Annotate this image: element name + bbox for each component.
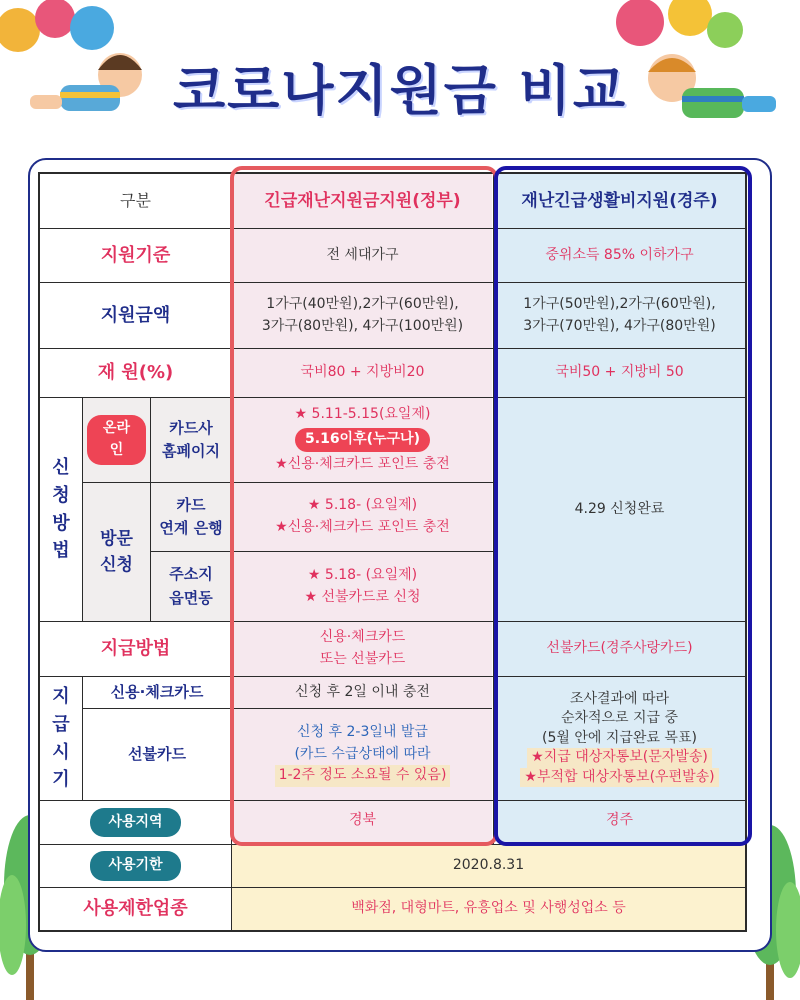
office-gov-line2: ★ 선불카드로 신청 [304,588,421,605]
timing-prepaid-gov-line2: (카드 수급상태에 따라 [294,745,431,762]
timing-gj-line1: 조사결과에 따라 [569,690,670,707]
amount-gj [494,283,745,348]
payment-label: 지급방법 [100,638,171,660]
criteria-label: 지원기준 [100,244,171,266]
online-gov [232,398,493,482]
bank-sub-line1: 카드 [176,495,206,514]
visit-label-line2: 신청 [100,555,133,575]
payment-gj: 선불카드(경주사랑카드) [546,640,693,657]
bank-gov-line1: ★ 5.18- (요일제) [307,497,418,514]
office-gov-line1: ★ 5.18- (요일제) [307,566,418,583]
restricted-value: 백화점, 대형마트, 유흥업소 및 사행성업소 등 [351,900,626,917]
online-sub-line1: 카드사 [169,418,213,437]
timing-gj-line4: ★지급 대상자통보(문자발송) [527,748,712,768]
amount-gj-line1: 1가구(50만원),2가구(60만원), [523,295,716,312]
office-sub-line1: 주소지 [169,565,213,584]
bank-gov [232,483,493,551]
region-gov: 경북 [348,812,377,829]
header-category: 구분 [120,190,151,210]
payment-gov-line1: 신용·체크카드 [319,629,406,646]
timing-label [40,677,82,800]
bank-sub [151,483,231,551]
office-sub-line2: 읍면동 [169,588,213,607]
table-border-bottom [38,930,746,932]
bank-gov-line2: ★신용·체크카드 포인트 충전 [275,519,450,535]
region-label-cell [40,801,231,844]
bank-sub-line2: 연계 은행 [159,519,223,537]
online-gov-line3: ★신용·체크카드 포인트 충전 [275,455,450,472]
timing-prepaid-gov-line3: 1-2주 정도 소요될 수 있음) [275,765,451,787]
criteria-gov: 전 세대가구 [326,246,399,263]
funding-gj: 국비50 + 지방비 50 [555,364,684,381]
criteria-gj: 중위소득 85% 이하가구 [545,246,694,263]
funding-gov: 국비80 + 지방비20 [300,364,425,381]
timing-prepaid-sub: 선불카드 [128,744,186,763]
timing-gj-line5: ★부적합 대상자통보(우편발송) [520,768,718,788]
header-gov: 긴급재난지원금지원(정부) [264,190,461,211]
apply-label-line1: 신청 [52,456,70,506]
timing-credit-gov: 신청 후 2일 이내 충전 [295,683,430,700]
apply-label [40,398,82,621]
online-gov-badge: 5.16이후(누구나) [295,428,430,452]
timing-prepaid-gov [232,709,493,800]
page-title: 코로나지원금 비교 [172,59,628,122]
region-gj: 경주 [605,812,634,829]
timing-gj-line2: 순차적으로 지급 중 [560,710,679,727]
timing-gj-line3: (5월 안에 지급완료 목표) [542,729,697,746]
visit-label-line1: 방문 [100,528,133,549]
header-gyeongju: 재난긴급생활비지원(경주) [521,190,718,211]
deadline-label-cell [40,845,231,887]
restricted-label: 사용제한업종 [83,898,188,920]
deadline-value: 2020.8.31 [452,857,525,874]
apply-label-line2: 방법 [52,512,70,562]
timing-label-line2: 시기 [52,741,70,791]
amount-gov-line2: 3가구(80만원), 4가구(100만원) [261,317,464,334]
online-sub [151,398,231,482]
amount-gj-line2: 3가구(70만원), 4가구(80만원) [523,317,716,334]
visit-label [83,483,150,621]
funding-label: 재 원(%) [97,362,174,384]
online-gov-line1: ★ 5.11-5.15(요일제) [294,406,431,423]
amount-label: 지원금액 [100,304,171,326]
online-badge-cell [83,398,150,482]
office-gov [232,552,493,621]
payment-gov-line2: 또는 선불카드 [319,651,406,667]
timing-label-line1: 지급 [52,685,70,735]
deadline-label: 사용기한 [90,851,180,881]
timing-credit-sub: 신용·체크카드 [110,682,204,701]
payment-gov [232,622,493,676]
amount-gov [232,283,493,348]
timing-prepaid-gov-line1: 신청 후 2-3일내 발급 [297,723,428,740]
online-sub-line2: 홈페이지 [162,442,220,460]
office-sub [151,552,231,621]
amount-gov-line1: 1가구(40만원),2가구(60만원), [266,295,459,312]
region-label: 사용지역 [90,808,180,838]
apply-gj: 4.29 신청완료 [574,500,665,517]
timing-gj [494,677,745,800]
online-badge: 온라인 [87,415,146,464]
